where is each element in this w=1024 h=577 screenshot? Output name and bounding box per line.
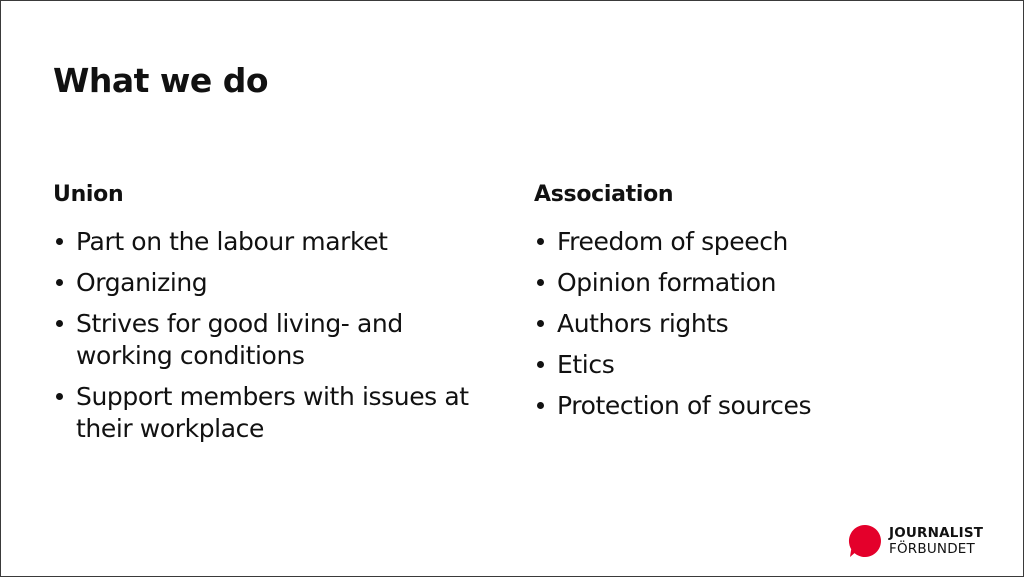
list-item-text: Freedom of speech [557,227,789,256]
list-item-text: Authors rights [557,309,729,338]
bullet-icon [537,279,544,286]
association-column [534,182,954,431]
bullet-icon [56,238,63,245]
list-item-text: Protection of sources [557,391,812,420]
union-heading: Union [53,182,124,207]
bullet-icon [56,320,63,327]
association-list [534,226,954,422]
bullet-icon [537,361,544,368]
bullet-icon [56,393,63,400]
speech-bubble-icon [848,524,882,558]
union-list [53,226,493,445]
list-item [53,226,493,258]
bullet-icon [537,320,544,327]
logo-line-2: FÖRBUNDET [889,541,975,557]
list-item [534,267,954,299]
list-item [53,308,436,372]
list-item-text: Support members with issues at their workplace [76,382,469,443]
bullet-icon [537,402,544,409]
list-item-text: Etics [557,350,615,379]
list-item-text: Opinion formation [557,268,777,297]
association-heading: Association [534,182,674,207]
journalistforbundet-logo [848,521,983,561]
list-item-text: Part on the labour market [76,227,388,256]
list-item [534,390,954,422]
bullet-icon [56,279,63,286]
list-item-text: Organizing [76,268,208,297]
list-item [534,349,954,381]
slide-title: What we do [53,61,269,100]
list-item [53,381,496,445]
bullet-icon [537,238,544,245]
union-column [53,182,493,454]
list-item [534,226,954,258]
logo-line-1: JOURNALIST [889,525,984,541]
list-item-text: Strives for good living- and working conditions [76,309,403,370]
logo-wordmark [889,525,983,557]
list-item [534,308,954,340]
list-item [53,267,493,299]
